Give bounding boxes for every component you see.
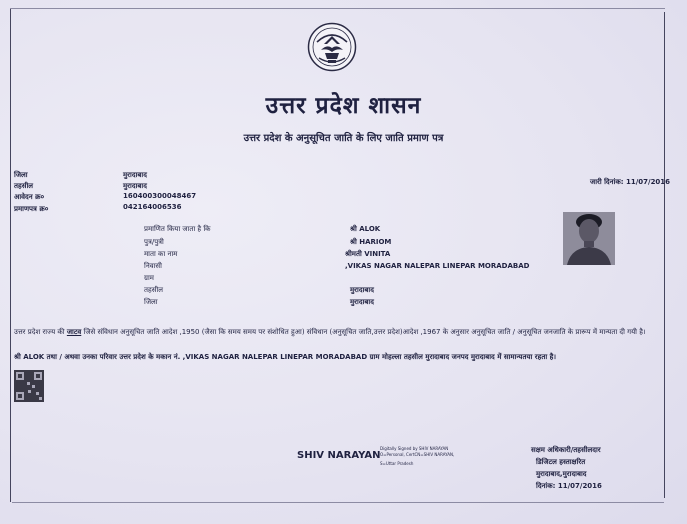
resident-address: ,VIKAS NAGAR NALEPAR LINEPAR MORADABAD [345, 262, 530, 270]
authority-digital-signed: डिजिटल हस्ताक्षरित [536, 458, 586, 466]
mother-label: माता का नाम [144, 250, 178, 258]
qr-code-icon [14, 370, 44, 402]
digital-signature-line1: Digitally Signed by SHIV NARAYAN [380, 446, 449, 451]
border-right [664, 12, 665, 498]
district-value: मुरादाबाद [123, 171, 147, 179]
mother-name: श्रीमती VINITA [345, 250, 391, 258]
issue-date [590, 178, 670, 186]
son-label: पुत्र/पुत्री [144, 238, 164, 246]
up-government-emblem-icon [307, 22, 357, 72]
caste-paragraph [14, 327, 664, 337]
applicant-photo-icon [563, 212, 615, 265]
page-title: उत्तर प्रदेश शासन [265, 93, 422, 119]
issue-date-value: 11/07/2016 [625, 178, 671, 186]
authority-location: मुरादाबाद,मुरादाबाद [536, 470, 587, 478]
border-top [10, 8, 665, 9]
application-number-value: 160400300048467 [123, 192, 197, 200]
signer-name: SHIV NARAYAN [297, 450, 381, 461]
tehsil-value: मुरादाबाद [123, 182, 147, 190]
caste-paragraph-start: उत्तर प्रदेश राज्य की [14, 328, 65, 336]
digital-signature-block [380, 446, 454, 467]
authority-date-value: 11/07/2016 [557, 482, 602, 490]
border-left [10, 8, 11, 502]
digital-signature-line2: O=Personal, CertCN=SHIV NARAYAN, [380, 452, 455, 457]
applicant-photo [563, 212, 615, 265]
issue-date-label: जारी दिनांक: [590, 178, 624, 186]
certificate-subtitle: उत्तर प्रदेश के अनुसूचित जाति के लिए जाति प्रमाण पत्र [243, 133, 444, 144]
district-label: जिला [14, 171, 28, 179]
authority-title: सक्षम अधिकारी/तहसीलदार [531, 446, 601, 454]
detail-district-value: मुरादाबाद [350, 298, 374, 306]
resident-label: निवासी [144, 262, 162, 270]
detail-tehsil-value: मुरादाबाद [350, 286, 374, 294]
authority-date [536, 482, 602, 490]
application-number-label: आवेदन क्र० [14, 193, 45, 201]
caste-name: जाटव [66, 328, 82, 336]
certificate-number-label: प्रमाणपत्र क्र० [14, 205, 49, 213]
residence-paragraph: श्री ALOK तथा / अथवा उनका परिवार उत्तर प्रदेश के मकान नं. ,VIKAS NAGAR NALEPAR LINEPAR MORADABAD ग्राम मोहल्ला तहसील मुरादाबाद जनपद मुरादाबाद में सामान्यतया रहता है। [14, 353, 556, 361]
father-name: श्री HARIOM [350, 238, 392, 246]
detail-district-label: जिला [144, 298, 158, 306]
certified-label: प्रमाणित किया जाता है कि [144, 225, 211, 233]
certificate-number-value: 042164006536 [123, 203, 182, 211]
authority-date-label: दिनांक: [536, 482, 556, 490]
caste-paragraph-end: जिसे संविधान अनुसूचित जाति आदेश ,1950 (जैसा कि समय समय पर संशोधित हुआ) संविधान (अनुसूचित जाति,उत्तर प्रदेश)आदेश ,1967 के अनुसार अनुसूचित जाति / अनुसूचित जनजाति के प्रारूप में मान्यता दी गयी है। [83, 328, 646, 336]
detail-tehsil-label: तहसील [144, 286, 163, 294]
border-bottom [12, 502, 664, 503]
digital-signature-line3: S=Uttar Pradesh [380, 461, 414, 466]
certified-name: श्री ALOK [350, 225, 381, 233]
tehsil-label: तहसील [14, 182, 33, 190]
village-label: ग्राम [144, 274, 154, 282]
